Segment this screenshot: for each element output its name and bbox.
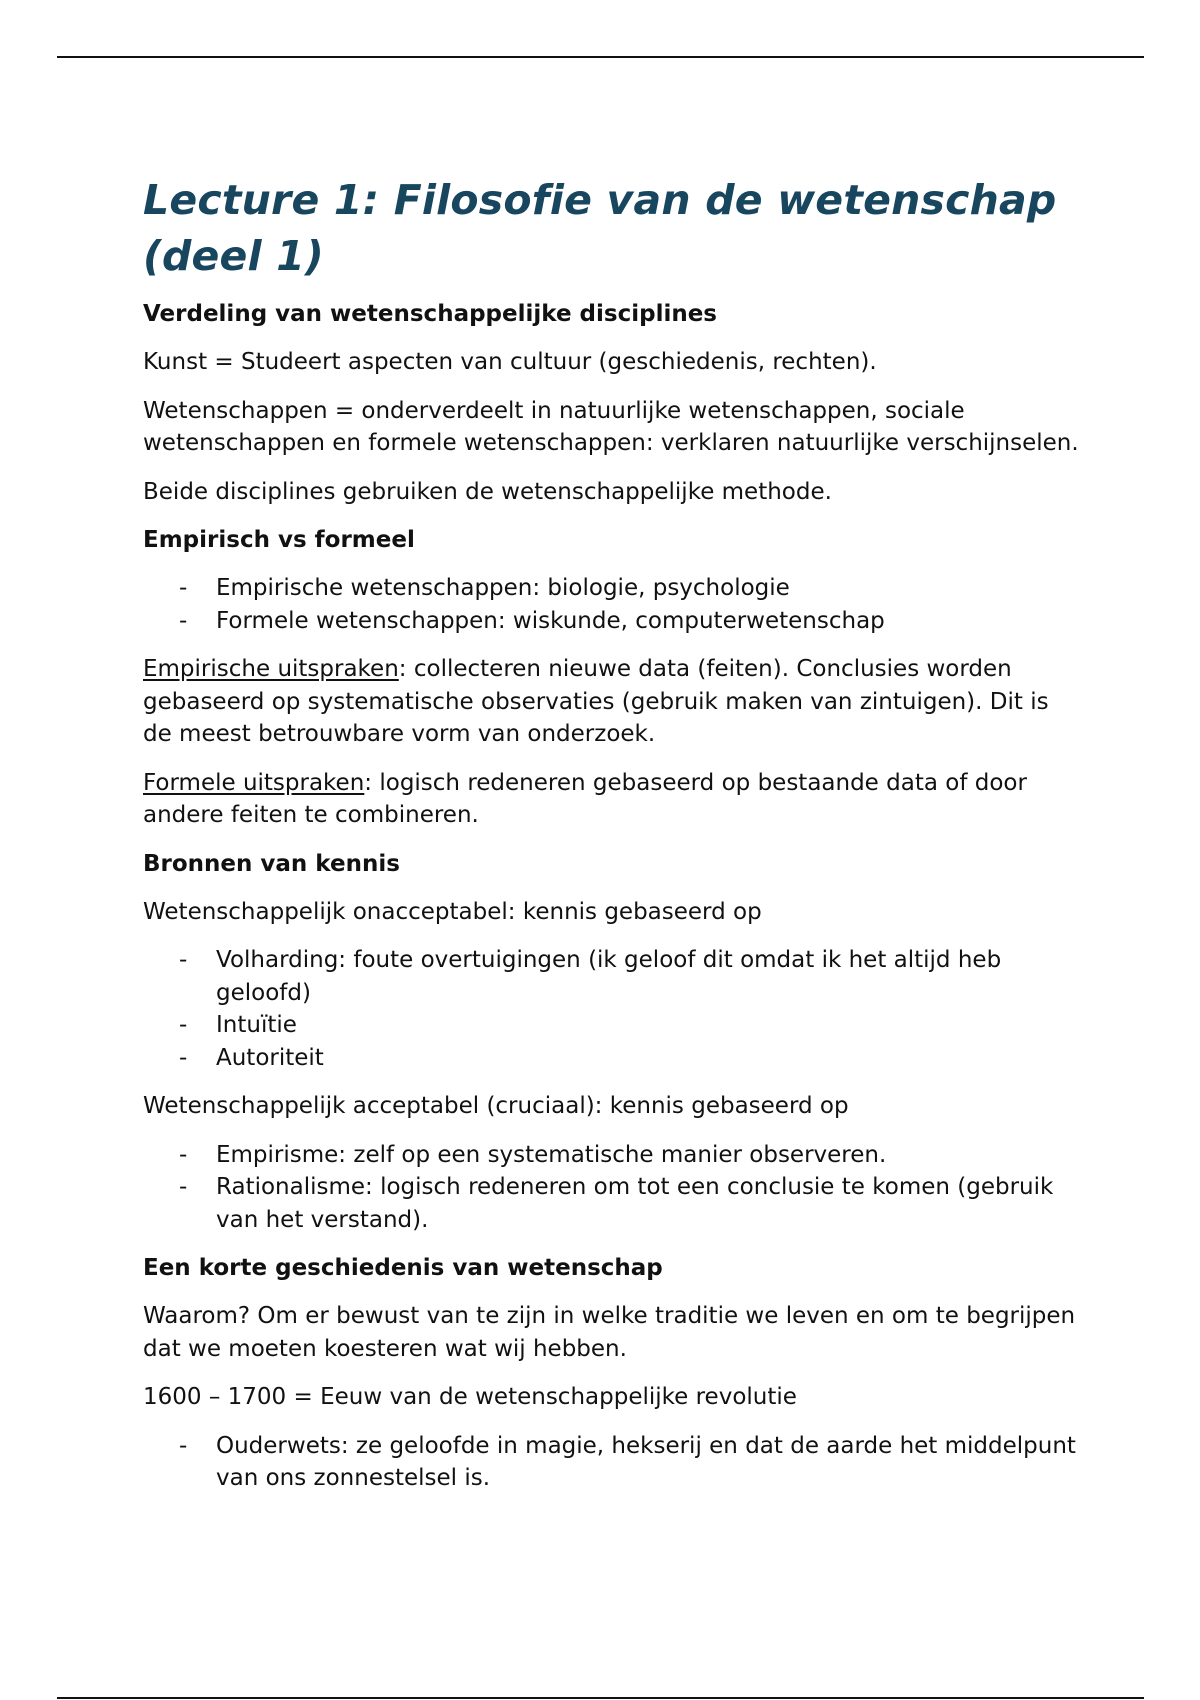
list-item: - Ouderwets: ze geloofde in magie, hekserij en dat de aarde het middelpunt van ons zonnestelsel is.	[143, 1430, 1083, 1495]
list-acceptabel	[143, 1139, 1083, 1237]
document-body	[143, 172, 1083, 1511]
paragraph-acceptabel: Wetenschappelijk acceptabel (cruciaal): kennis gebaseerd op	[143, 1093, 849, 1119]
list-item: - Empirisme: zelf op een systematische manier observeren.	[143, 1139, 1083, 1172]
list-item: - Formele wetenschappen: wiskunde, computerwetenschap	[143, 605, 1083, 638]
list-item: - Autoriteit	[143, 1042, 1083, 1075]
dash-bullet: -	[179, 1432, 188, 1459]
paragraph-wetenschappen: Wetenschappen = onderverdeelt in natuurlijke wetenschappen, sociale wetenschappen en formele wetenschappen: verklaren natuurlijke verschijnselen.	[143, 397, 1079, 456]
dash-bullet: -	[179, 1044, 188, 1071]
list-item: - Empirische wetenschappen: biologie, psychologie	[143, 572, 1083, 605]
paragraph-formele-uitspraken: Formele uitspraken: logisch redeneren gebaseerd op bestaande data of door andere feiten te combineren.	[143, 769, 1027, 828]
paragraph-empirische-uitspraken: Empirische uitspraken: collecteren nieuwe data (feiten). Conclusies worden gebaseerd op systematische observaties (gebruik maken van zintuigen). Dit is de meest betrouwbare vorm van onderzoek.	[143, 656, 1049, 747]
footer-rule	[57, 1697, 1144, 1699]
dash-bullet: -	[179, 1012, 188, 1038]
list-item: - Intuïtie	[143, 1009, 1083, 1042]
list-item: - Volharding: foute overtuigingen (ik geloof dit omdat ik het altijd heb geloofd)	[143, 944, 1083, 1009]
dash-bullet: -	[179, 947, 188, 973]
page-title: Lecture 1: Filosofie van de wetenschap (deel 1)	[143, 176, 1057, 280]
paragraph-waarom: Waarom? Om er bewust van te zijn in welke traditie we leven en om te begrijpen dat we moeten koesteren wat wij hebben.	[143, 1303, 1076, 1362]
header-rule	[57, 56, 1144, 58]
paragraph-kunst: Kunst = Studeert aspecten van cultuur (geschiedenis, rechten).	[143, 349, 877, 375]
section-heading-bronnen: Bronnen van kennis	[143, 850, 400, 877]
section-heading-geschiedenis: Een korte geschiedenis van wetenschap	[143, 1255, 663, 1281]
list-item: - Rationalisme: logisch redeneren om tot een conclusie te komen (gebruik van het verstand).	[143, 1171, 1083, 1236]
term-empirische-uitspraken: Empirische uitspraken	[143, 656, 399, 682]
paragraph-eeuw: 1600 – 1700 = Eeuw van de wetenschappelijke revolutie	[143, 1384, 797, 1410]
term-formele-uitspraken: Formele uitspraken	[143, 769, 365, 796]
section-heading-disciplines: Verdeling van wetenschappelijke disciplines	[143, 301, 718, 327]
dash-bullet: -	[179, 1174, 188, 1200]
list-wetenschappen-types	[143, 572, 1083, 637]
paragraph-beide-disciplines: Beide disciplines gebruiken de wetenschappelijke methode.	[143, 478, 832, 505]
paragraph-onacceptabel: Wetenschappelijk onacceptabel: kennis gebaseerd op	[143, 898, 762, 925]
section-heading-empirisch-formeel: Empirisch vs formeel	[143, 527, 415, 553]
dash-bullet: -	[179, 575, 188, 601]
list-onacceptabel	[143, 944, 1083, 1074]
dash-bullet: -	[179, 607, 188, 634]
dash-bullet: -	[179, 1141, 188, 1168]
list-ouderwets	[143, 1430, 1083, 1495]
